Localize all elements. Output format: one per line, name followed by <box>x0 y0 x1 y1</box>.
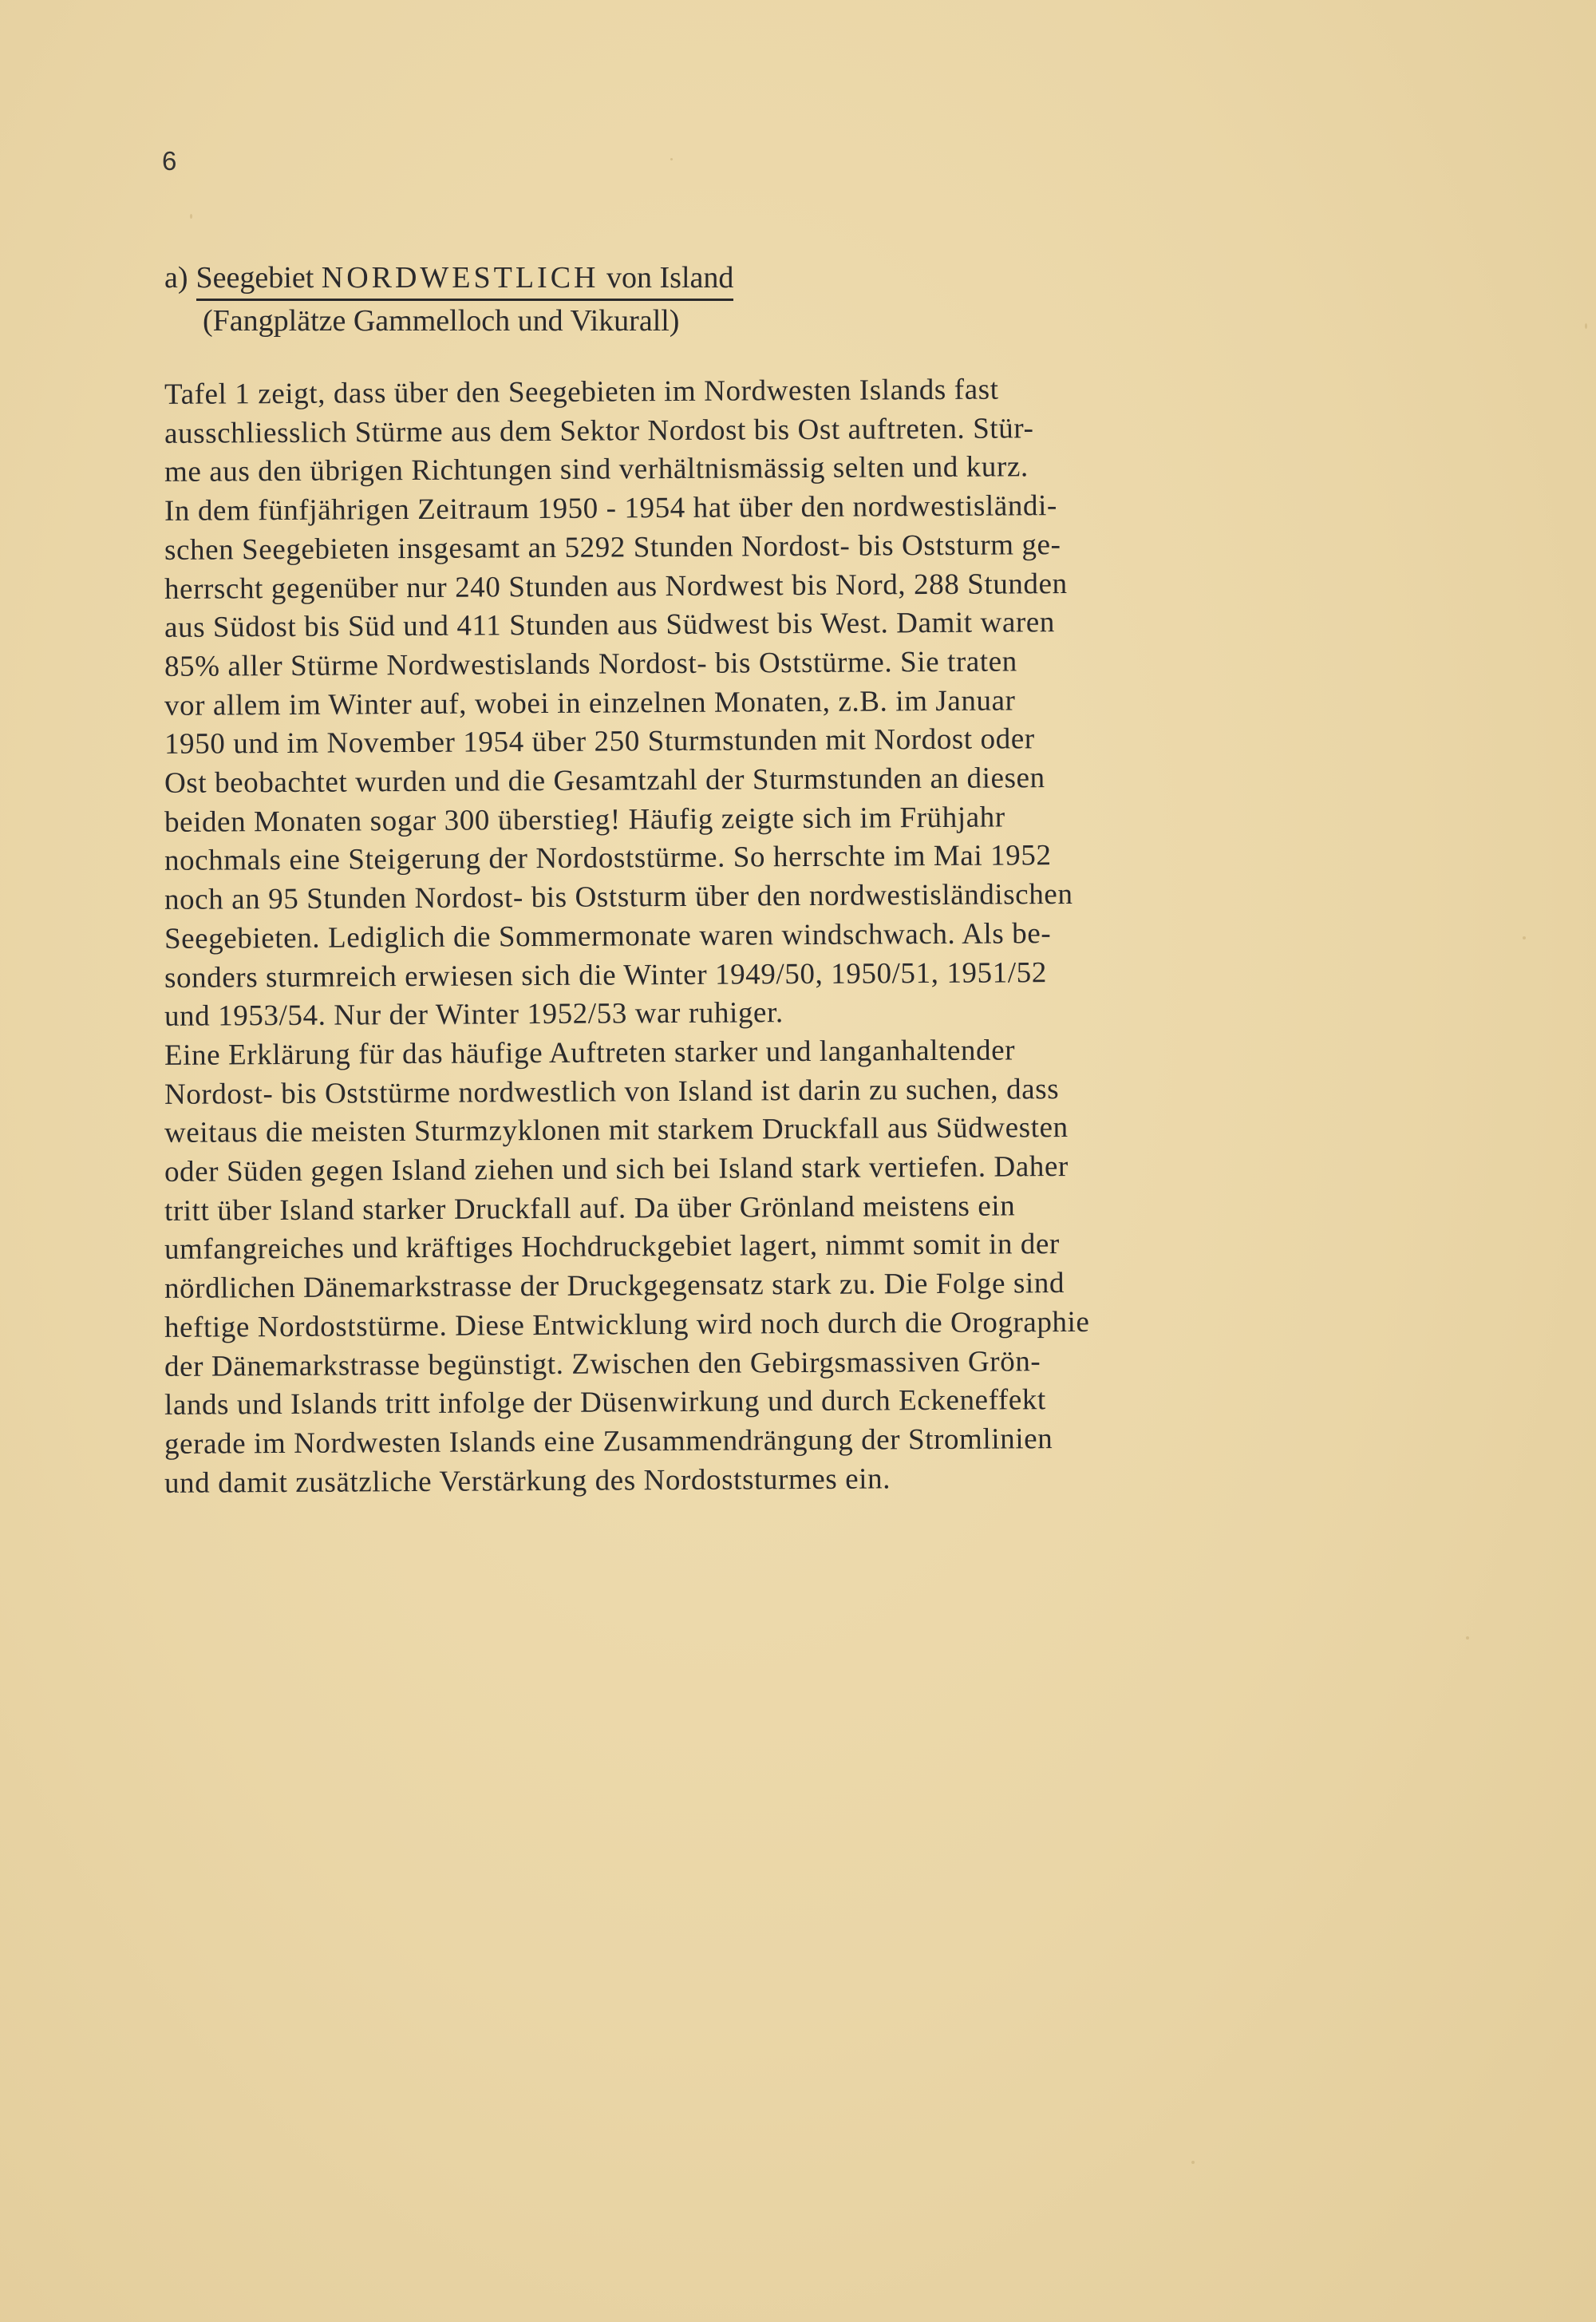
text-line: der Dänemarkstrasse begünstigt. Zwischen den Gebirgsmassiven Grön- <box>164 1344 1041 1383</box>
section-title-underlined <box>196 258 734 301</box>
text-line: Ost beobachtet wurden und die Gesamtzahl der Sturmstunden an diesen <box>164 761 1045 800</box>
text-line: oder Süden gegen Island ziehen und sich bei Island stark vertiefen. Daher <box>164 1150 1069 1189</box>
section-title-pre: Seegebiet <box>196 261 314 295</box>
section-heading <box>164 258 1441 341</box>
text-line: sonders sturmreich erwiesen sich die Winter 1949/50, 1950/51, 1951/52 <box>164 955 1047 995</box>
text-line: weitaus die meisten Sturmzyklonen mit starkem Druckfall aus Südwesten <box>164 1111 1069 1150</box>
text-line: und damit zusätzliche Verstärkung des Nordoststurmes ein. <box>164 1462 891 1500</box>
body-paragraphs <box>164 372 1449 1499</box>
text-line: 1950 und im November 1954 über 250 Sturmstunden mit Nordost oder <box>164 722 1035 761</box>
paper-spot <box>1523 936 1526 939</box>
text-line: Seegebieten. Lediglich die Sommermonate waren windschwach. Als be- <box>164 916 1052 955</box>
section-subtitle: (Fangplätze Gammelloch und Vikurall) <box>203 304 680 338</box>
text-line: Tafel 1 zeigt, dass über den Seegebieten im Nordwesten Islands fast <box>164 373 999 411</box>
text-line: ausschliesslich Stürme aus dem Sektor Nordost bis Ost auftreten. Stür- <box>164 411 1034 450</box>
text-line: In dem fünfjährigen Zeitraum 1950 - 1954 hat über den nordwestisländi- <box>164 489 1057 528</box>
section-title-emphasis: NORDWESTLICH <box>321 261 599 295</box>
paper-spot <box>1585 323 1587 329</box>
text-line: nochmals eine Steigerung der Nordoststürme. So herrschte im Mai 1952 <box>164 839 1052 878</box>
text-line: heftige Nordoststürme. Diese Entwicklung wird noch durch die Orographie <box>164 1305 1090 1344</box>
text-line: vor allem im Winter auf, wobei in einzelnen Monaten, z.B. im Januar <box>164 684 1016 722</box>
text-line: herrscht gegenüber nur 240 Stunden aus Nordwest bis Nord, 288 Stunden <box>164 567 1068 606</box>
text-line: Nordost- bis Oststürme nordwestlich von Island ist darin zu suchen, dass <box>164 1072 1060 1111</box>
paper-spot <box>1466 1636 1469 1640</box>
text-line: und 1953/54. Nur der Winter 1952/53 war ruhiger. <box>164 996 784 1034</box>
text-line: nördlichen Dänemarkstrasse der Druckgegensatz stark zu. Die Folge sind <box>164 1267 1065 1306</box>
text-line: me aus den übrigen Richtungen sind verhältnismässig selten und kurz. <box>164 450 1029 489</box>
text-line: gerade im Nordwesten Islands eine Zusammendrängung der Stromlinien <box>164 1422 1053 1461</box>
text-line: umfangreiches und kräftiges Hochdruckgebiet lagert, nimmt somit in der <box>164 1228 1061 1267</box>
text-line: Eine Erklärung für das häufige Auftreten starker und langanhaltender <box>164 1034 1016 1072</box>
section-title-post: von Island <box>606 261 734 295</box>
paper-spot <box>190 214 192 219</box>
section-title <box>164 258 1441 301</box>
text-line: schen Seegebieten insgesamt an 5292 Stunden Nordost- bis Oststurm ge- <box>164 528 1061 567</box>
section-marker: a) <box>164 261 188 295</box>
text-line: 85% aller Stürme Nordwestislands Nordost- bis Oststürme. Sie traten <box>164 645 1017 683</box>
text-line: tritt über Island starker Druckfall auf. Da über Grönland meistens ein <box>164 1189 1016 1228</box>
text-line: noch an 95 Stunden Nordost- bis Oststurm über den nordwestisländischen <box>164 878 1073 917</box>
text-line: lands und Islands tritt infolge der Düsenwirkung und durch Eckeneffekt <box>164 1383 1046 1422</box>
paper-spot <box>670 158 673 160</box>
paper-spot <box>1191 2161 1195 2164</box>
text-line: aus Südost bis Süd und 411 Stunden aus Südwest bis West. Damit waren <box>164 606 1056 645</box>
page-number: 6 <box>162 146 177 176</box>
text-line: beiden Monaten sogar 300 überstieg! Häufig zeigte sich im Frühjahr <box>164 801 1005 839</box>
